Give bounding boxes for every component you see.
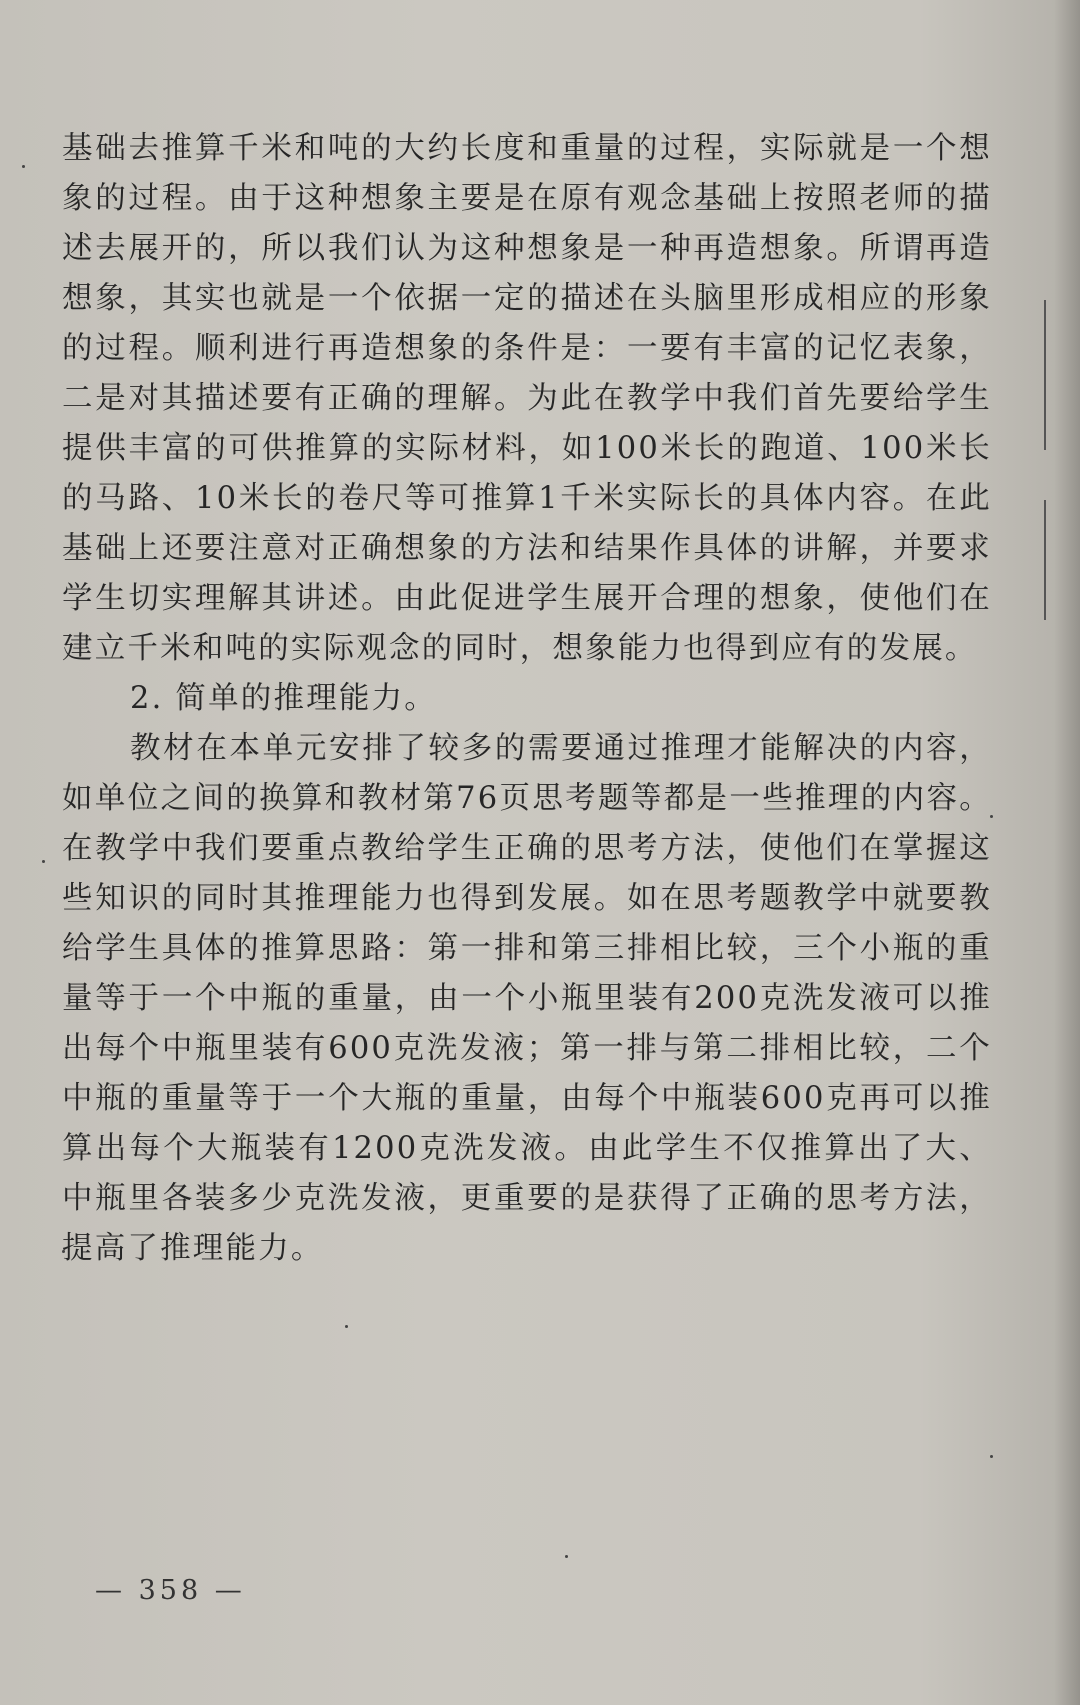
speck (22, 165, 25, 168)
margin-mark-upper (1044, 300, 1046, 450)
paragraph-2: 教材在本单元安排了较多的需要通过推理才能解决的内容，如单位之间的换算和教材第76页思考题等都是一些推理的内容。在教学中我们要重点教给学生正确的思考方法，使他们在掌握这些知识的同时其推理能力也得到发展。如在思考题教学中就要教给学生具体的推算思路：第一排和第三排相比较，三个小瓶的重量等于一个中瓶的重量，由一个小瓶里装有200克洗发液可以推出每个中瓶里装有600克洗发液；第一排与第二排相比较，二个中瓶的重量等于一个大瓶的重量，由每个中瓶装600克再可以推算出每个大瓶装有1200克洗发液。由此学生不仅推算出了大、中瓶里各装多少克洗发液，更重要的是获得了正确的思考方法，提高了推理能力。 (62, 731, 992, 1266)
body-text (62, 124, 992, 1274)
paragraph-1: 基础去推算千米和吨的大约长度和重量的过程，实际就是一个想象的过程。由于这种想象主要是在原有观念基础上按照老师的描述去展开的，所以我们认为这种想象是一种再造想象。所谓再造想象，其实也就是一个依据一定的描述在头脑里形成相应的形象的过程。顺利进行再造想象的条件是：一要有丰富的记忆表象，二是对其描述要有正确的理解。为此在教学中我们首先要给学生提供丰富的可供推算的实际材料，如100米长的跑道、100米长的马路、10米长的卷尺等可推算1千米实际长的具体内容。在此基础上还要注意对正确想象的方法和结果作具体的讲解，并要求学生切实理解其讲述。由此促进学生展开合理的想象，使他们在建立千米和吨的实际观念的同时，想象能力也得到应有的发展。 (62, 131, 992, 666)
section-heading: 2. 简单的推理能力。 (130, 681, 437, 716)
margin-mark-lower (1044, 500, 1046, 620)
page-number: — 358 — (95, 1575, 246, 1606)
speck (42, 860, 45, 863)
page-edge-shadow (1054, 0, 1080, 1705)
